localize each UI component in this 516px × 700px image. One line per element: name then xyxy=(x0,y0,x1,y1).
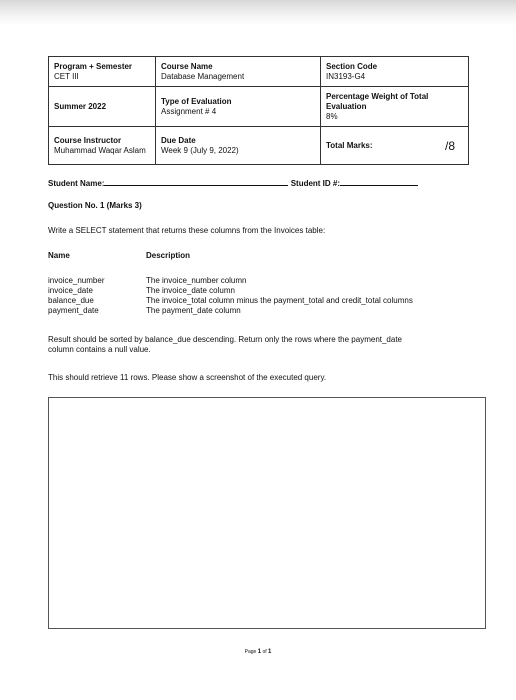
section-value: IN3193-G4 xyxy=(326,71,366,81)
list-item: invoice_date xyxy=(48,286,93,295)
page-of: of xyxy=(262,649,267,655)
list-item: balance_due xyxy=(48,296,94,305)
page-current: 1 xyxy=(257,649,262,655)
due-date-value: Week 9 (July 9, 2022) xyxy=(161,145,239,155)
student-info-line xyxy=(48,177,484,188)
due-date-label: Due Date xyxy=(161,135,196,145)
student-name-blank xyxy=(104,177,288,186)
list-item: The invoice_number column xyxy=(146,276,247,285)
page-prefix: Page xyxy=(244,649,257,655)
course-cell xyxy=(156,57,321,87)
program-cell xyxy=(49,57,156,87)
due-date-cell xyxy=(156,127,321,165)
retrieve-note: This should retrieve 11 rows. Please show a screenshot of the executed query. xyxy=(48,373,327,382)
list-item: invoice_number xyxy=(48,276,105,285)
program-value: CET III xyxy=(54,71,79,81)
student-name-label: Student Name: xyxy=(48,179,105,188)
eval-type-cell xyxy=(156,87,321,127)
section-label: Section Code xyxy=(326,61,378,71)
description-header: Description xyxy=(146,251,191,260)
answer-box[interactable] xyxy=(48,397,486,629)
course-label: Course Name xyxy=(161,61,213,71)
total-marks-label: Total Marks: xyxy=(326,140,373,150)
page-total: 1 xyxy=(268,649,272,655)
list-item: The invoice_date column xyxy=(146,286,235,295)
weight-cell xyxy=(321,87,469,127)
question-title: Question No. 1 (Marks 3) xyxy=(48,201,142,210)
total-marks-cell xyxy=(321,127,469,165)
instructor-cell xyxy=(49,127,156,165)
page-footer xyxy=(0,649,516,655)
sort-note xyxy=(48,335,402,355)
sort-note-line-2: column contains a null value. xyxy=(48,345,151,354)
weight-value: 8% xyxy=(326,111,338,121)
course-value: Database Management xyxy=(161,71,245,81)
sort-note-line-1: Result should be sorted by balance_due descending. Return only the rows where the payment_date xyxy=(48,335,403,344)
eval-type-label: Type of Evaluation xyxy=(161,96,232,106)
weight-label: Percentage Weight of Total Evaluation xyxy=(326,91,429,111)
eval-type-value: Assignment # 4 xyxy=(161,106,217,116)
name-header: Name xyxy=(48,251,70,260)
list-item: The invoice_total column minus the payment_total and credit_total columns xyxy=(146,296,413,305)
instructor-value: Muhammad Waqar Aslam xyxy=(54,145,146,155)
instructor-label: Course Instructor xyxy=(54,135,122,145)
list-item: payment_date xyxy=(48,306,99,315)
list-item: The payment_date column xyxy=(146,306,241,315)
term-cell xyxy=(49,87,156,127)
student-id-blank xyxy=(340,177,418,186)
assignment-header-table xyxy=(48,56,469,165)
total-marks-value: /8 xyxy=(444,138,455,153)
column-descriptions-list xyxy=(146,276,413,316)
program-label: Program + Semester xyxy=(54,61,133,71)
question-instruction: Write a SELECT statement that returns these columns from the Invoices table: xyxy=(48,226,326,235)
column-names-list xyxy=(48,276,104,316)
student-id-label: Student ID #: xyxy=(290,179,341,188)
term-value: Summer 2022 xyxy=(54,101,107,111)
section-cell xyxy=(321,57,469,87)
